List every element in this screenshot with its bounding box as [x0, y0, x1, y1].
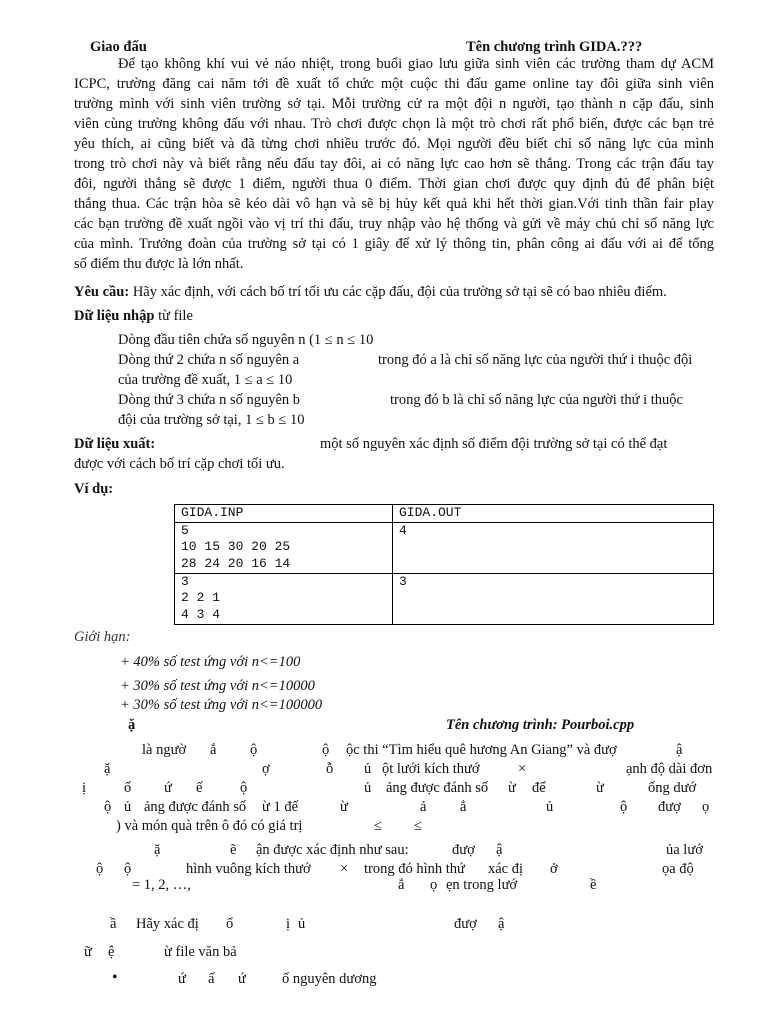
input-line-3: Dòng thứ 3 chứa n số nguyên b: [118, 392, 301, 408]
text-fragment: ủ: [364, 780, 372, 796]
text-fragment: ảng được đánh số: [144, 799, 247, 815]
text-fragment: ề: [590, 877, 597, 893]
text-fragment: ữ: [84, 944, 92, 960]
statement-line: số điểm thu được là lớn nhất.: [74, 256, 244, 272]
statement-line: trong trò chơi này và biết rằng nếu đấu tay đôi, ai có năng lực cao hơn sẽ thắng. Trong các trận đấu tay: [74, 156, 714, 172]
statement-line: đôi, người thắng sẽ được 1 điểm, người thua 0 điểm. Thời gian chơi được quy định đủ để phân biệt: [74, 176, 714, 192]
text-fragment: ừ file văn bả: [164, 944, 237, 960]
table-header-row: [175, 505, 714, 523]
text-fragment: ộ: [104, 799, 112, 815]
text-fragment: ầ: [110, 916, 117, 932]
text-fragment: ạnh độ dài đơn: [626, 761, 713, 777]
text-fragment: ột lưới kích thướ: [382, 761, 480, 777]
input-heading: [74, 307, 193, 326]
text-fragment: đượ: [452, 842, 475, 858]
statement-line: yêu thích, ai cũng biết và đã từng chơi nhiều trước đó. Mọi người đều biết chỉ số năng lực của mình: [74, 136, 714, 152]
text-fragment: ộ: [96, 861, 104, 877]
text-fragment: xác đị: [488, 861, 524, 877]
text-fragment: ×: [518, 761, 527, 777]
text-fragment: ừ 1 đế: [262, 799, 299, 815]
problem2-program-name: Tên chương trình: Pourboi.cpp: [446, 717, 635, 733]
text-fragment: hình vuông kích thướ: [186, 861, 311, 877]
text-fragment: ọ: [702, 799, 710, 815]
statement-line: viên cùng trường không đấu với nhau. Trò chơi được chọn là một trò chơi rất phổ biến, được các bạn trẻ: [74, 116, 714, 132]
text-fragment: ổ: [226, 916, 234, 932]
table-cell-output: 4: [393, 522, 714, 573]
input-line-3-range: đội của trường sở tại, 1 ≤ b ≤ 10: [118, 412, 305, 428]
text-fragment: ắ: [398, 877, 405, 893]
output-text: một số nguyên xác định số điểm đội trường sở tại có thể đạt: [320, 436, 668, 452]
text-fragment: ủa lướ: [666, 842, 703, 858]
text-fragment: ủ: [124, 799, 132, 815]
text-fragment: ộ: [124, 861, 132, 877]
limit-item: + 30% số test ứng với n<=10000: [120, 678, 315, 694]
input-line-3-desc: trong đó b là chỉ số năng lực của người thứ i thuộc: [390, 392, 683, 408]
text-fragment: ẹn trong lướ: [446, 877, 518, 893]
text-fragment: ủ: [364, 761, 372, 777]
text-fragment: ế: [196, 780, 203, 796]
text-fragment: ố nguyên dương: [282, 971, 377, 987]
text-fragment: ố: [124, 780, 132, 796]
text-fragment: Hãy xác đị: [136, 916, 199, 932]
text-fragment: ắ: [210, 742, 217, 758]
text-fragment: ỗ: [326, 761, 334, 777]
text-fragment: ) và món quà trên ô đó có giá trị: [116, 818, 303, 834]
text-fragment: ậ: [496, 842, 503, 858]
problem2-title-fragment: ặ: [128, 717, 136, 733]
text-fragment: ộ: [240, 780, 248, 796]
text-fragment: để: [532, 780, 546, 796]
text-fragment: ộ: [322, 742, 330, 758]
text-fragment: ặ: [104, 761, 111, 777]
table-row: [175, 573, 714, 624]
text-fragment: đượ: [658, 799, 681, 815]
text-fragment: ứ: [238, 971, 246, 987]
text-fragment: ọ: [430, 877, 438, 893]
requirement-label: Yêu cầu:: [74, 284, 130, 300]
statement-line: ICPC, trường đăng cai năm tới đề xuất tổ chức một cuộc thi đấu game online tay đôi giữa sinh viên: [74, 76, 714, 92]
text-fragment: ậ: [498, 916, 505, 932]
table-header: GIDA.OUT: [393, 505, 714, 523]
table-header: GIDA.INP: [175, 505, 393, 523]
text-fragment: ị: [286, 916, 291, 932]
input-line-1: Dòng đầu tiên chứa số nguyên n (1 ≤ n ≤ 10: [118, 332, 374, 348]
statement-line: trường mình với sinh viên trường sở tại. Mỗi trường cử ra một đội n người, tạo thành n cặp đấu, sinh: [74, 96, 714, 112]
text-fragment: ống dướ: [648, 780, 697, 796]
text-fragment: = 1, 2, …,: [132, 877, 191, 893]
statement-line: các bạn trường đề xuất ngồi vào vị trí thi đấu, truy nhập vào hệ thống và gửi về máy chủ chỉ số năng lực: [74, 216, 714, 232]
input-label: Dữ liệu nhập: [74, 308, 155, 324]
text-fragment: ủ: [546, 799, 554, 815]
text-fragment: ợ: [262, 761, 270, 777]
statement-line: của mình. Trưởng đoàn của trường sở tại có 1 giây để xử lý thông tin, phân công ai đấu với ai để tổng: [74, 236, 714, 252]
requirement-line: [74, 283, 667, 302]
text-fragment: ×: [340, 861, 349, 877]
text-fragment: là ngườ: [142, 742, 187, 758]
text-fragment: trong đó hình thứ: [364, 861, 465, 877]
limit-item: + 30% số test ứng với n<=100000: [120, 697, 323, 713]
text-fragment: ận được xác định như sau:: [256, 842, 409, 858]
text-fragment: ứ: [178, 971, 186, 987]
text-fragment: ở: [550, 861, 558, 877]
text-fragment: ả: [420, 799, 427, 815]
output-label: Dữ liệu xuất:: [74, 436, 156, 452]
text-fragment: ị: [82, 780, 87, 796]
text-fragment: đượ: [454, 916, 477, 932]
text-fragment: ứ: [164, 780, 172, 796]
text-fragment: ọa độ: [662, 861, 694, 877]
text-fragment: ≤: [374, 818, 382, 834]
table-cell-output: 3: [393, 573, 714, 624]
input-source: từ file: [154, 308, 193, 324]
example-table: [174, 504, 714, 625]
input-line-2: Dòng thứ 2 chứa n số nguyên a: [118, 352, 300, 368]
program-name: Tên chương trình GIDA.???: [466, 39, 643, 55]
table-row: [175, 522, 714, 573]
statement-line: thắng thua. Các trận hòa sẽ kéo dài vô hạn và sẽ bị hủy kết quả khi hết thời gian.Với tinh thần fair play: [74, 196, 714, 212]
text-fragment: ừ: [508, 780, 516, 796]
text-fragment: ừ: [340, 799, 348, 815]
example-label: Ví dụ:: [74, 481, 114, 497]
text-fragment: ệ: [108, 944, 115, 960]
limits-label: Giới hạn:: [74, 629, 131, 645]
input-line-2-range: của trường đề xuất, 1 ≤ a ≤ 10: [118, 372, 293, 388]
text-fragment: ừ: [596, 780, 604, 796]
text-fragment: ẳ: [460, 799, 467, 815]
text-fragment: ộc thi “Tìm hiểu quê hương An Giang” và đượ: [346, 742, 617, 758]
text-fragment: ộ: [620, 799, 628, 815]
limit-item: + 40% số test ứng với n<=100: [120, 654, 301, 670]
requirement-text: Hãy xác định, với cách bố trí tối ưu các cặp đấu, đội của trường sở tại sẽ có bao nhiêu điểm.: [129, 284, 667, 300]
problem-title: Giao đấu: [90, 39, 147, 55]
text-fragment: ủ: [298, 916, 306, 932]
table-cell-input: 5 10 15 30 20 25 28 24 20 16 14: [175, 522, 393, 573]
text-fragment: ấ: [208, 971, 215, 987]
text-fragment: ảng được đánh số: [386, 780, 489, 796]
text-fragment: ≤: [414, 818, 422, 834]
bullet-icon: •: [112, 969, 118, 986]
statement-line: Để tạo không khí vui vẻ náo nhiệt, trong buổi giao lưu giữa sinh viên các trường tham dự ACM: [118, 56, 714, 72]
text-fragment: ộ: [250, 742, 258, 758]
table-cell-input: 3 2 2 1 4 3 4: [175, 573, 393, 624]
input-line-2-desc: trong đó a là chỉ số năng lực của người thứ i thuộc đội: [378, 352, 693, 368]
text-fragment: ặ: [154, 842, 161, 858]
text-fragment: ẽ: [230, 842, 237, 858]
output-text-cont: được với cách bố trí cặp chơi tối ưu.: [74, 456, 285, 472]
text-fragment: ậ: [676, 742, 683, 758]
